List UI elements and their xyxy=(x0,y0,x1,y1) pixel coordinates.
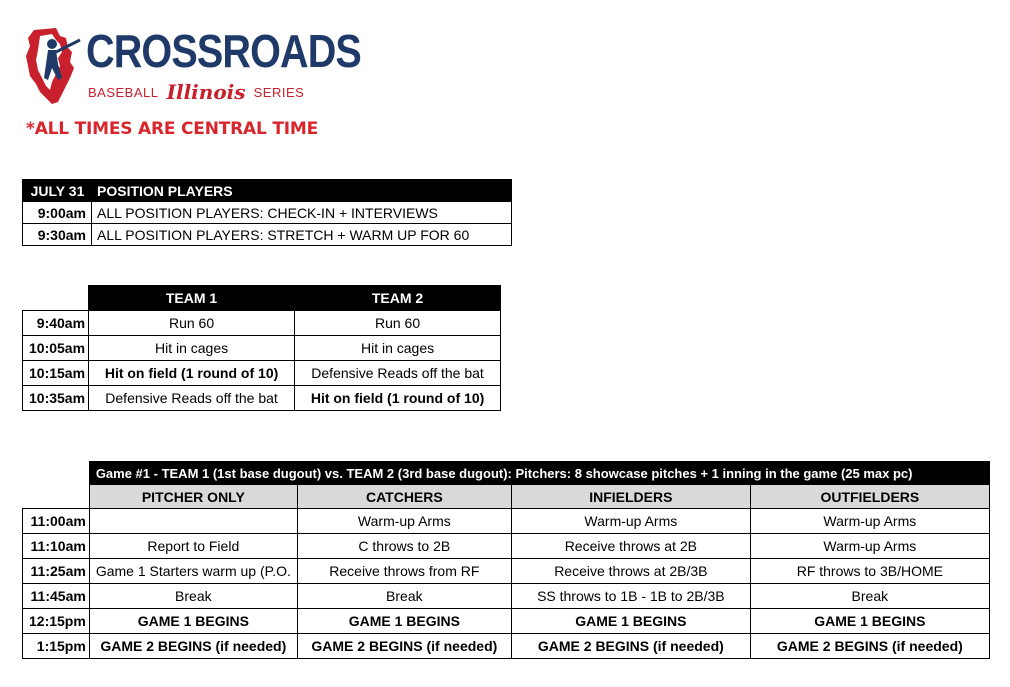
outfielders-cell: GAME 2 BEGINS (if needed) xyxy=(750,634,989,659)
blank-header-cell xyxy=(23,286,89,311)
outfielders-cell: Warm-up Arms xyxy=(750,509,989,534)
table-row xyxy=(23,559,990,584)
table-row xyxy=(23,311,501,336)
team2-header: TEAM 2 xyxy=(295,286,501,311)
table-row xyxy=(23,509,990,534)
team2-cell: Hit on field (1 round of 10) xyxy=(295,386,501,411)
team1-header: TEAM 1 xyxy=(89,286,295,311)
team1-cell: Defensive Reads off the bat xyxy=(89,386,295,411)
time-cell: 11:10am xyxy=(23,534,90,559)
time-cell: 9:00am xyxy=(23,202,92,224)
table-row xyxy=(23,386,501,411)
activity-cell: ALL POSITION PLAYERS: STRETCH + WARM UP FOR 60 xyxy=(92,224,512,246)
pitcher-cell: GAME 2 BEGINS (if needed) xyxy=(89,634,297,659)
infielders-cell: Receive throws at 2B/3B xyxy=(511,559,750,584)
game-title-row xyxy=(23,462,990,485)
teams-schedule-table xyxy=(22,285,501,411)
team1-cell: Run 60 xyxy=(89,311,295,336)
table-row xyxy=(23,336,501,361)
logo-illinois-script: Illinois xyxy=(166,80,246,104)
time-cell: 9:30am xyxy=(23,224,92,246)
infielders-cell: GAME 1 BEGINS xyxy=(511,609,750,634)
pitcher-cell: Report to Field xyxy=(89,534,297,559)
pitcher-cell: Break xyxy=(89,584,297,609)
time-cell: 11:25am xyxy=(23,559,90,584)
time-cell: 11:00am xyxy=(23,509,90,534)
table-header-row xyxy=(23,180,512,202)
time-cell: 10:35am xyxy=(23,386,89,411)
infielders-cell: Warm-up Arms xyxy=(511,509,750,534)
time-cell: 1:15pm xyxy=(23,634,90,659)
catchers-cell: Break xyxy=(297,584,511,609)
team2-cell: Defensive Reads off the bat xyxy=(295,361,501,386)
logo-subtitle xyxy=(88,78,304,102)
time-cell: 10:15am xyxy=(23,361,89,386)
table-row xyxy=(23,202,512,224)
time-cell: 11:45am xyxy=(23,584,90,609)
table-row xyxy=(23,361,501,386)
catchers-cell: GAME 1 BEGINS xyxy=(297,609,511,634)
time-cell: 9:40am xyxy=(23,311,89,336)
timezone-note: *ALL TIMES ARE CENTRAL TIME xyxy=(26,119,318,139)
infielders-cell: Receive throws at 2B xyxy=(511,534,750,559)
outfielders-cell: GAME 1 BEGINS xyxy=(750,609,989,634)
pitcher-only-header: PITCHER ONLY xyxy=(89,485,297,509)
infielders-cell: GAME 2 BEGINS (if needed) xyxy=(511,634,750,659)
catchers-cell: Warm-up Arms xyxy=(297,509,511,534)
team1-cell: Hit in cages xyxy=(89,336,295,361)
catchers-cell: Receive throws from RF xyxy=(297,559,511,584)
table-row xyxy=(23,609,990,634)
team2-cell: Run 60 xyxy=(295,311,501,336)
pitcher-cell: Game 1 Starters warm up (P.O. xyxy=(89,559,297,584)
activity-cell: ALL POSITION PLAYERS: CHECK-IN + INTERVIEWS xyxy=(92,202,512,224)
table-header-row xyxy=(23,485,990,509)
outfielders-cell: Warm-up Arms xyxy=(750,534,989,559)
table-row xyxy=(23,634,990,659)
outfielders-cell: RF throws to 3B/HOME xyxy=(750,559,989,584)
outfielders-cell: Break xyxy=(750,584,989,609)
team1-cell: Hit on field (1 round of 10) xyxy=(89,361,295,386)
illinois-player-silhouette-icon xyxy=(22,26,82,106)
logo-baseball-text: BASEBALL xyxy=(88,85,159,100)
game-schedule-table xyxy=(22,461,990,659)
table-header-row xyxy=(23,286,501,311)
logo-wordmark: CROSSROADS xyxy=(86,25,361,77)
blank-header-cell xyxy=(23,485,90,509)
team2-cell: Hit in cages xyxy=(295,336,501,361)
table-row xyxy=(23,224,512,246)
date-header: JULY 31 xyxy=(23,180,92,202)
blank-header-cell xyxy=(23,462,90,485)
logo-series-text: SERIES xyxy=(253,85,305,100)
game-title: Game #1 - TEAM 1 (1st base dugout) vs. TEAM 2 (3rd base dugout): Pitchers: 8 showcase pitches + 1 inning in the game (25 max pc) xyxy=(89,462,989,485)
position-players-table xyxy=(22,179,512,246)
catchers-cell: GAME 2 BEGINS (if needed) xyxy=(297,634,511,659)
crossroads-logo xyxy=(22,25,361,108)
position-players-heading: POSITION PLAYERS xyxy=(92,180,512,202)
time-cell: 10:05am xyxy=(23,336,89,361)
catchers-cell: C throws to 2B xyxy=(297,534,511,559)
infielders-cell: SS throws to 1B - 1B to 2B/3B xyxy=(511,584,750,609)
time-cell: 12:15pm xyxy=(23,609,90,634)
pitcher-cell: GAME 1 BEGINS xyxy=(89,609,297,634)
catchers-header: CATCHERS xyxy=(297,485,511,509)
outfielders-header: OUTFIELDERS xyxy=(750,485,989,509)
infielders-header: INFIELDERS xyxy=(511,485,750,509)
table-row xyxy=(23,534,990,559)
pitcher-cell xyxy=(89,509,297,534)
table-row xyxy=(23,584,990,609)
